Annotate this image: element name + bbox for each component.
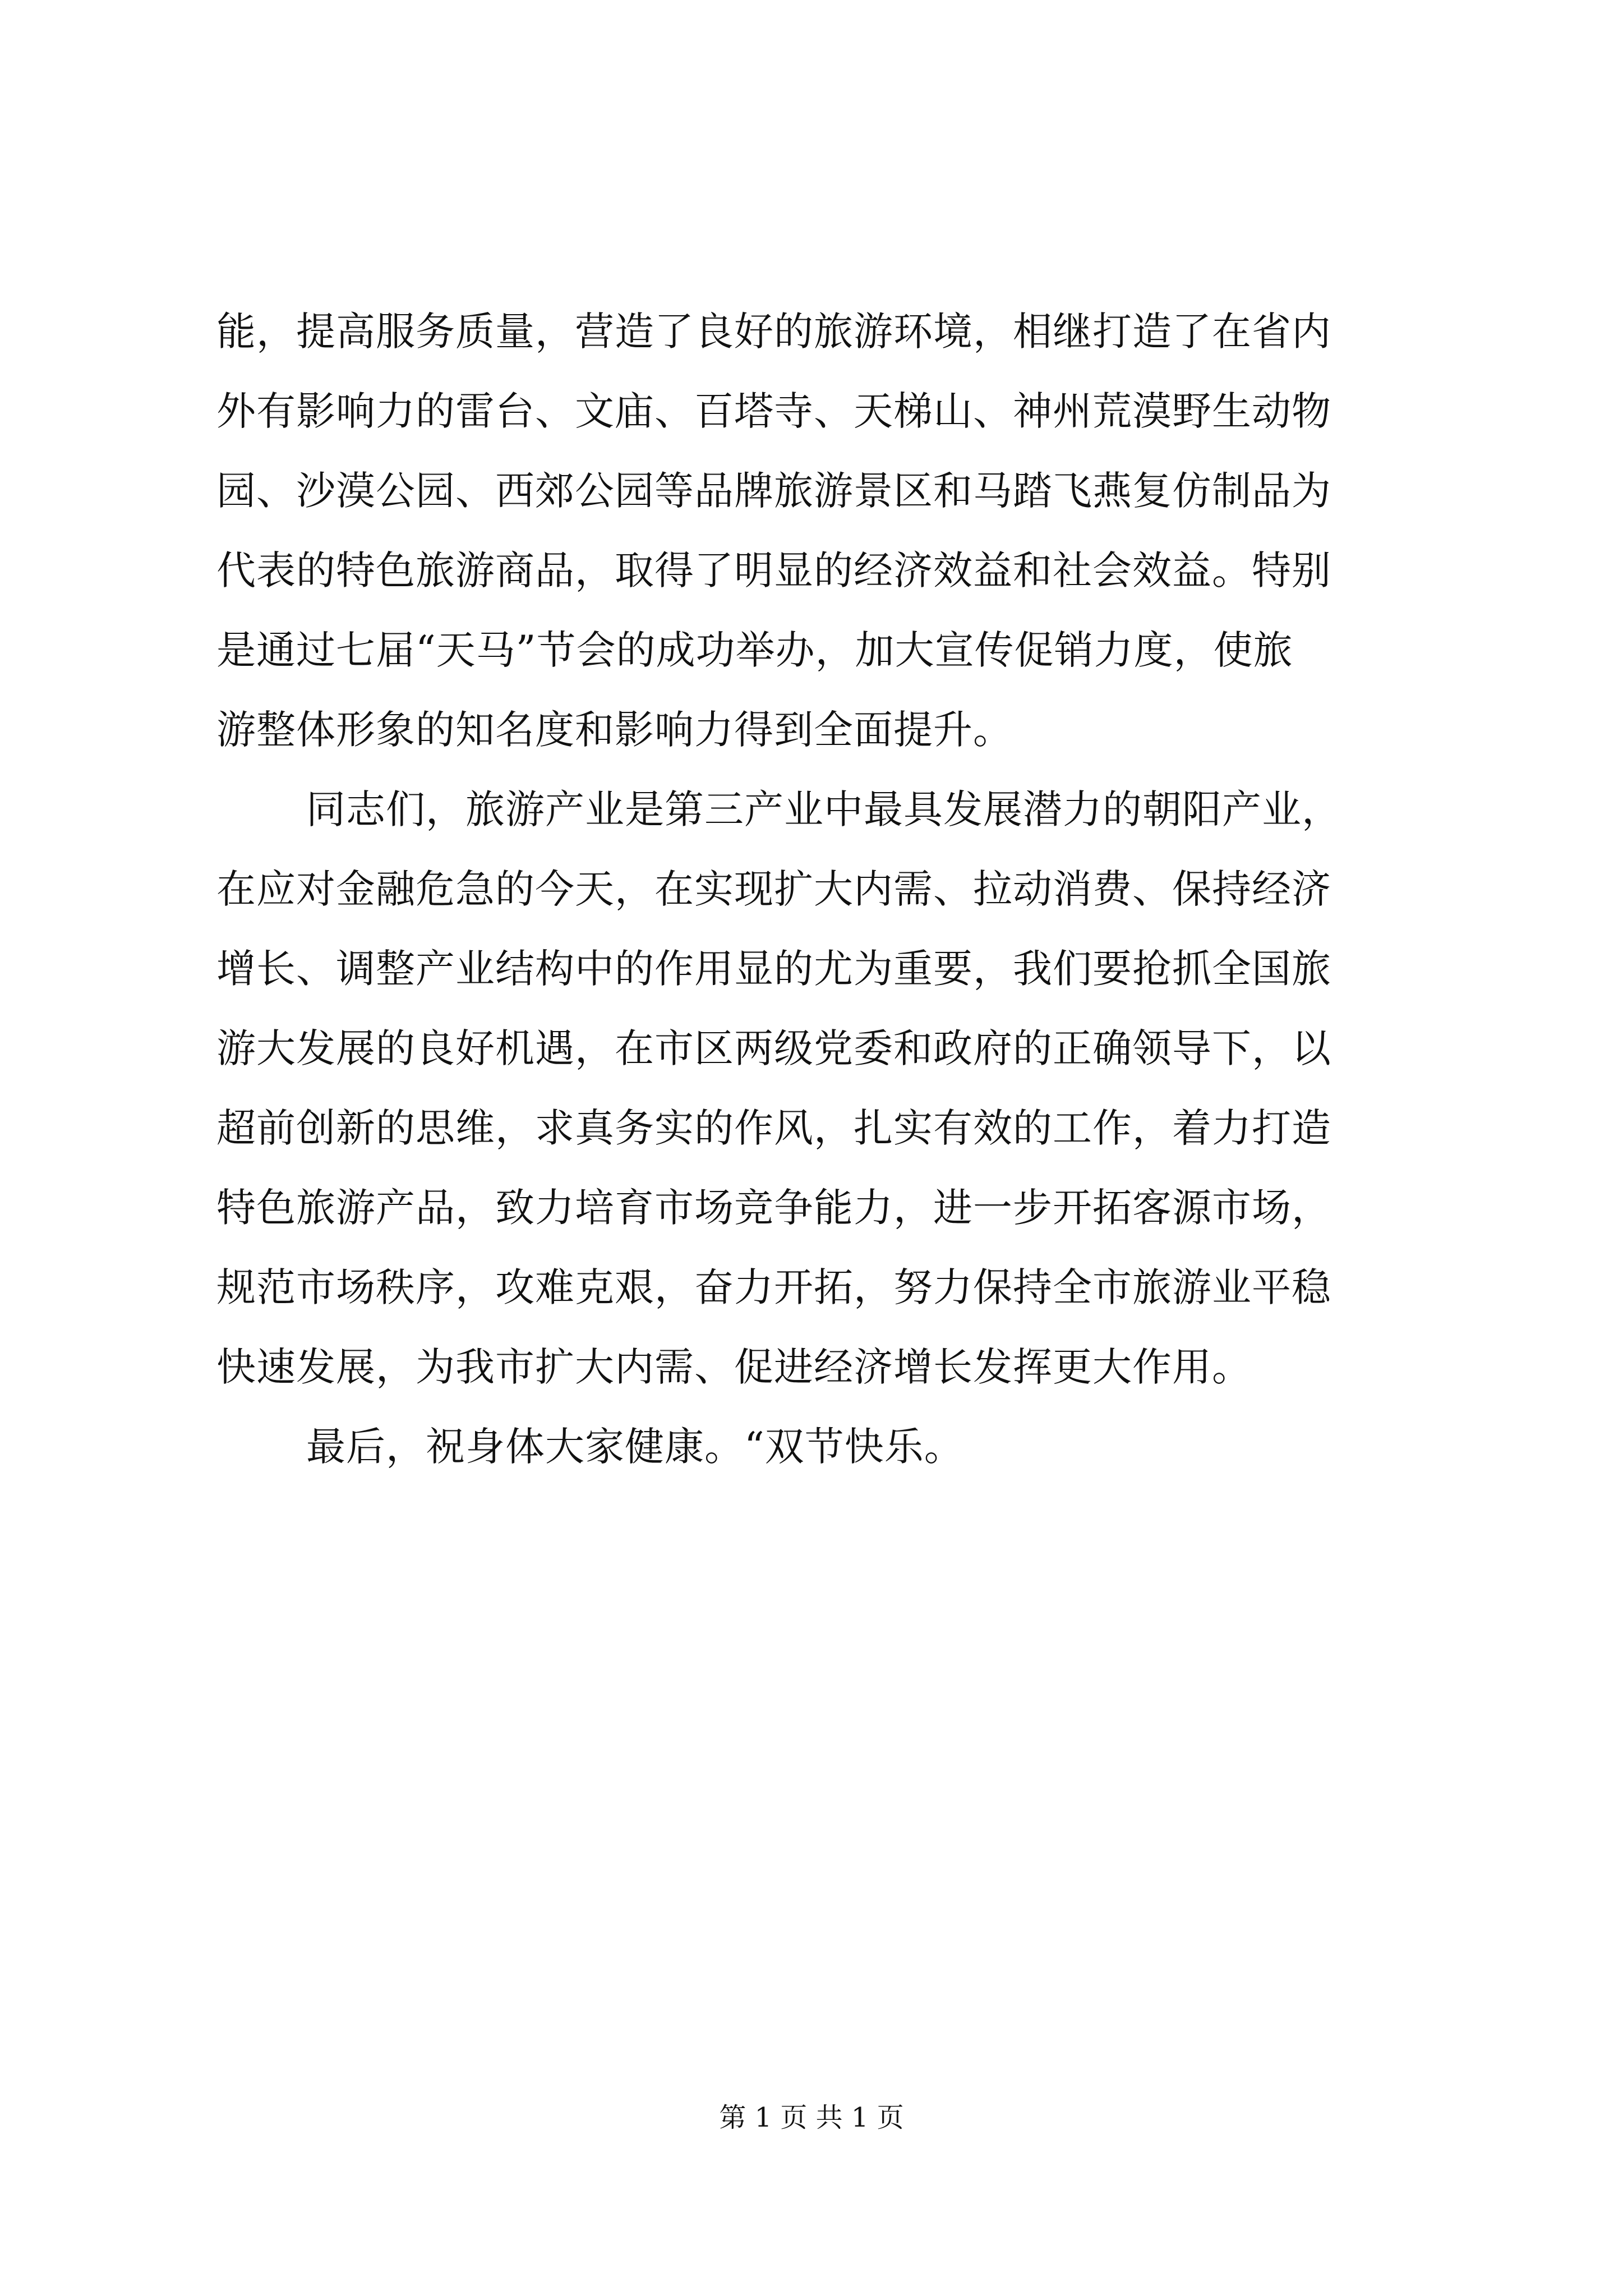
paragraph-line: 增长、调整产业结构中的作用显的尤为重要，我们要抢抓全国旅 <box>216 946 1331 992</box>
paragraph-line: 是通过七届“天马”节会的成功举办，加大宣传促销力度，使旅 <box>216 627 1293 673</box>
paragraph-line: 能，提高服务质量，营造了良好的旅游环境，相继打造了在省内 <box>216 309 1331 355</box>
paragraph-line: 超前创新的思维，求真务实的作风，扎实有效的工作，着力打造 <box>216 1105 1331 1151</box>
paragraph-line: 特色旅游产品，致力培育市场竞争能力，进一步开拓客源市场， <box>216 1185 1331 1231</box>
paragraph-line: 园、沙漠公园、西郊公园等品牌旅游景区和马踏飞燕复仿制品为 <box>216 468 1331 514</box>
paragraph-first-line: 最后，祝身体大家健康。“双节快乐。 <box>306 1424 964 1470</box>
paragraph-line: 在应对金融危急的今天，在实现扩大内需、拉动消费、保持经济 <box>216 866 1331 912</box>
paragraph-line: 规范市场秩序，攻难克艰，奋力开拓，努力保持全市旅游业平稳 <box>216 1264 1331 1310</box>
paragraph-line: 游整体形象的知名度和影响力得到全面提升。 <box>216 707 1013 753</box>
paragraph-line: 快速发展，为我市扩大内需、促进经济增长发挥更大作用。 <box>216 1344 1252 1390</box>
paragraph-first-line: 同志们，旅游产业是第三产业中最具发展潜力的朝阳产业， <box>306 786 1341 832</box>
page-number-label: 第 1 页 共 1 页 <box>719 2102 904 2133</box>
paragraph-line: 代表的特色旅游商品，取得了明显的经济效益和社会效益。特别 <box>216 547 1331 593</box>
document-body <box>216 292 1422 1487</box>
paragraph-line: 外有影响力的雷台、文庙、百塔寺、天梯山、神州荒漠野生动物 <box>216 388 1331 434</box>
page-footer <box>0 2101 1623 2134</box>
paragraph-line: 游大发展的良好机遇，在市区两级党委和政府的正确领导下，以 <box>216 1025 1331 1071</box>
